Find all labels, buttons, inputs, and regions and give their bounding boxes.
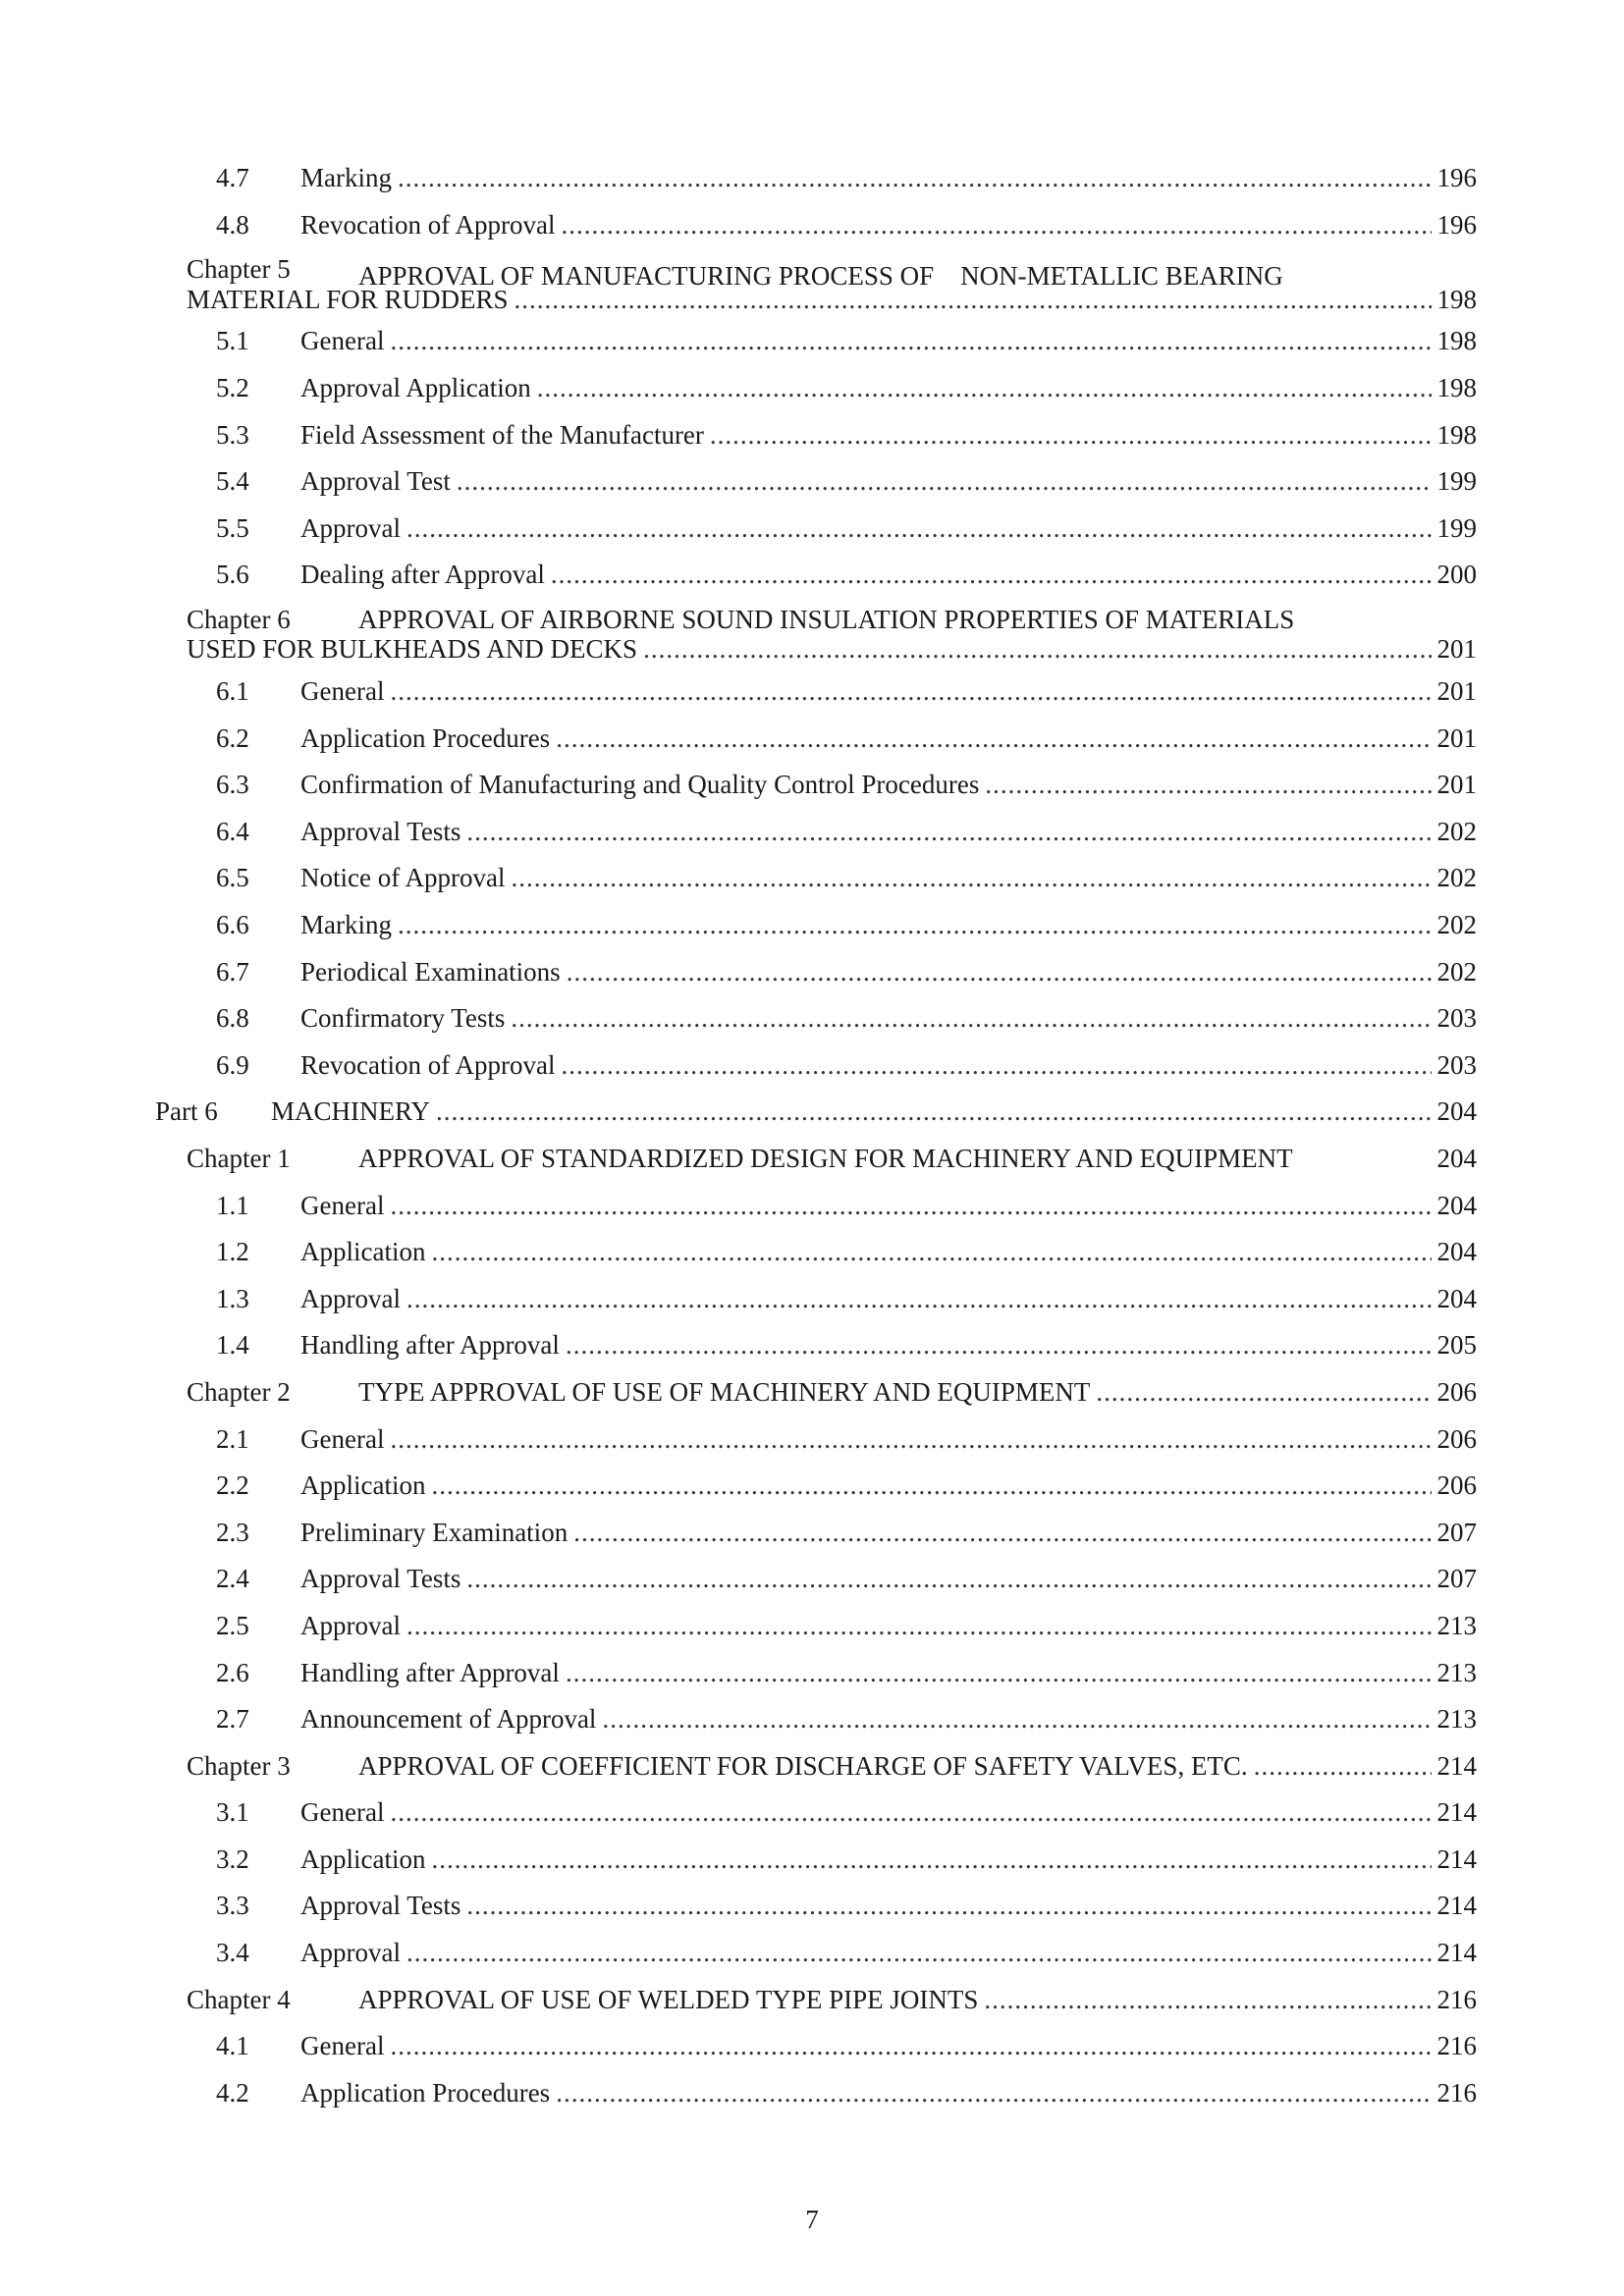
leader-dots [537,373,1432,403]
entry-text [300,1182,1477,1229]
entry-number: 4.2 [216,2077,249,2108]
toc-chapter-entry [0,1136,1624,1183]
toc-section-entry [0,202,1624,249]
leader-dots [1096,1377,1431,1408]
toc-entry-first-row [0,605,1624,634]
toc-section-entry [0,1229,1624,1276]
toc-section-entry [0,1275,1624,1322]
entry-text [300,1229,1477,1276]
leader-dots [561,1050,1431,1081]
entry-number: 6.5 [216,863,249,893]
entry-text [300,458,1477,506]
entry-text [300,202,1477,249]
entry-text [300,2070,1477,2117]
entry-text [300,1603,1477,1650]
entry-page-number: 214 [1436,1843,1477,1874]
entry-text [300,1275,1477,1322]
entry-title: General [300,676,385,707]
entry-number: 1.1 [216,1190,249,1220]
entry-number: 2.7 [216,1704,249,1735]
toc-chapter-entry [0,1976,1624,2023]
entry-number: Chapter 6 [187,604,291,634]
entry-page-number: 203 [1436,1049,1477,1080]
entry-title: Marking [300,910,392,940]
entry-page-number: 198 [1436,284,1477,314]
entry-page-number: 202 [1436,816,1477,846]
entry-page-number: 204 [1436,1237,1477,1267]
entry-text [300,1649,1477,1696]
entry-number: 2.2 [216,1470,249,1501]
entry-page-number: 202 [1436,956,1477,987]
leader-dots [390,676,1431,707]
entry-title: Approval Test [300,466,451,497]
entry-text [271,1089,1477,1136]
entry-number: Chapter 2 [187,1376,291,1407]
entry-page-number: 213 [1436,1610,1477,1640]
toc-section-entry [0,365,1624,412]
entry-page-number: 200 [1436,560,1477,590]
entry-text [300,365,1477,412]
entry-title: APPROVAL OF STANDARDIZED DESIGN FOR MACHINERY AND EQUIPMENT [358,1143,1293,1173]
entry-text [300,948,1477,995]
leader-dots [710,420,1432,451]
entry-title: Preliminary Examination [300,1517,568,1547]
entry-number: 2.1 [216,1423,249,1454]
toc-chapter-entry [0,1369,1624,1416]
toc-section-entry [0,1696,1624,1743]
entry-title: Approval Tests [300,1891,461,1921]
toc-section-entry [0,1042,1624,1090]
entry-page-number: 202 [1436,910,1477,940]
entry-page-number: 198 [1436,419,1477,450]
toc-section-entry [0,1182,1624,1229]
entry-title: MACHINERY [271,1096,431,1127]
entry-page-number: 203 [1436,1003,1477,1034]
toc-section-entry [0,995,1624,1042]
entry-number: Chapter 1 [187,1143,291,1173]
toc-section-entry [0,155,1624,202]
entry-text [300,411,1477,458]
entry-number: 6.4 [216,816,249,846]
leader-dots [398,163,1432,193]
entry-title: Dealing after Approval [300,560,545,590]
toc-section-entry [0,411,1624,458]
entry-title: General [300,326,385,356]
entry-title: APPROVAL OF COEFFICIENT FOR DISCHARGE OF SAFETY VALVES, ETC. [358,1750,1248,1781]
entry-page-number: 198 [1436,373,1477,403]
entry-text [300,855,1477,902]
entry-number: 2.5 [216,1610,249,1640]
entry-title: Handling after Approval [300,1330,560,1361]
entry-page-number: 201 [1436,634,1477,665]
entry-text [300,1837,1477,1884]
leader-dots [985,770,1431,800]
entry-number: 4.1 [216,2031,249,2061]
entry-text [358,1136,1477,1183]
entry-number: 3.1 [216,1797,249,1828]
toc-entry-second-row [187,634,1477,666]
entry-title: Application [300,1843,426,1874]
leader-dots [466,1891,1431,1921]
entry-page-number: 204 [1436,1096,1477,1127]
entry-title: Confirmatory Tests [300,1003,506,1034]
leader-dots [390,1191,1431,1221]
entry-title: General [300,1190,385,1220]
entry-number: 6.3 [216,770,249,800]
table-of-contents [0,155,1624,2116]
entry-page-number: 201 [1436,722,1477,753]
entry-page-number: 201 [1436,770,1477,800]
entry-title: Application [300,1237,426,1267]
entry-text [300,1509,1477,1556]
toc-section-entry [0,902,1624,949]
entry-number: 2.4 [216,1564,249,1594]
entry-text [300,1322,1477,1369]
entry-title: Approval [300,512,401,543]
toc-section-entry [0,1930,1624,1977]
entry-text [358,1976,1477,2023]
leader-dots [1254,1751,1432,1782]
entry-number: Chapter 5 [187,254,291,285]
leader-dots [511,863,1431,893]
entry-title: Approval [300,1283,401,1313]
entry-title: Application [300,1470,426,1501]
leader-dots [551,560,1432,590]
entry-title: Handling after Approval [300,1657,560,1687]
toc-section-entry [0,1837,1624,1884]
toc-section-entry [0,1509,1624,1556]
leader-dots [984,1985,1431,2015]
entry-page-number: 205 [1436,1330,1477,1361]
entry-number: 5.4 [216,466,249,497]
entry-title: Confirmation of Manufacturing and Quality Control Procedures [300,770,980,800]
leader-dots [556,2078,1431,2109]
entry-title: TYPE APPROVAL OF USE OF MACHINERY AND EQUIPMENT [358,1376,1091,1407]
entry-title: Revocation of Approval [300,1049,556,1080]
leader-dots [556,723,1431,754]
entry-text [300,2023,1477,2070]
entry-number: 6.8 [216,1003,249,1034]
entry-title: General [300,2031,385,2061]
entry-number: 3.3 [216,1891,249,1921]
entry-page-number: 204 [1436,1190,1477,1220]
entry-text [300,1696,1477,1743]
leader-dots [602,1704,1431,1735]
entry-text [300,1042,1477,1090]
toc-entry-second-row [187,284,1477,315]
entry-title: Application Procedures [300,722,551,753]
entry-page-number: 216 [1436,1984,1477,2014]
leader-dots [431,1470,1431,1501]
toc-chapter-entry [0,599,1624,668]
toc-section-entry [0,318,1624,365]
entry-title: Announcement of Approval [300,1704,597,1735]
toc-section-entry [0,668,1624,716]
entry-number: 2.6 [216,1657,249,1687]
entry-number: 6.9 [216,1049,249,1080]
entry-title: General [300,1423,385,1454]
entry-text [300,552,1477,599]
leader-dots [511,1003,1431,1034]
toc-section-entry [0,809,1624,856]
entry-number: 5.2 [216,373,249,403]
entry-text [300,715,1477,762]
leader-dots [398,910,1432,940]
entry-number: 6.7 [216,956,249,987]
entry-text [300,1556,1477,1603]
entry-title: Application Procedures [300,2077,551,2108]
entry-title: Field Assessment of the Manufacturer [300,419,704,450]
entry-number: 6.1 [216,676,249,707]
entry-text [300,762,1477,809]
entry-number: Part 6 [155,1096,218,1127]
toc-section-entry [0,2070,1624,2117]
entry-page-number: 206 [1436,1423,1477,1454]
entry-number: 2.3 [216,1517,249,1547]
entry-title-line-1: APPROVAL OF AIRBORNE SOUND INSULATION PROPERTIES OF MATERIALS [358,604,1295,634]
entry-title: General [300,1797,385,1828]
entry-title: Approval [300,1938,401,1968]
entry-text [300,318,1477,365]
toc-section-entry [0,762,1624,809]
entry-title: Periodical Examinations [300,956,561,987]
entry-page-number: 214 [1436,1797,1477,1828]
entry-number: 4.7 [216,163,249,193]
entry-number: 3.4 [216,1938,249,1968]
leader-dots [466,817,1431,847]
toc-section-entry [0,1322,1624,1369]
entry-title: APPROVAL OF USE OF WELDED TYPE PIPE JOINTS [358,1984,979,2014]
toc-entry-first-row [0,254,1624,292]
entry-title-line-2: USED FOR BULKHEADS AND DECKS [187,634,638,665]
toc-section-entry [0,1415,1624,1463]
toc-section-entry [0,2023,1624,2070]
toc-section-entry [0,1789,1624,1837]
leader-dots [466,1564,1431,1594]
leader-dots [390,1424,1431,1455]
entry-text [300,1789,1477,1837]
entry-page-number: 213 [1436,1704,1477,1735]
entry-number: 6.2 [216,722,249,753]
leader-dots [573,1518,1431,1548]
leader-dots [406,513,1432,544]
leader-dots [561,210,1431,240]
entry-number: 1.4 [216,1330,249,1361]
leader-dots [431,1844,1431,1875]
entry-title-line-1: APPROVAL OF MANUFACTURING PROCESS OF NON-METALLIC BEARING [358,261,1283,292]
entry-page-number: 213 [1436,1657,1477,1687]
entry-number: 4.8 [216,209,249,240]
entry-page-number: 196 [1436,163,1477,193]
entry-number: 3.2 [216,1843,249,1874]
entry-text [300,1930,1477,1977]
entry-text [300,995,1477,1042]
entry-number: 5.1 [216,326,249,356]
toc-section-entry [0,1603,1624,1650]
entry-page-number: 204 [1436,1283,1477,1313]
toc-section-entry [0,948,1624,995]
toc-chapter-entry [0,248,1624,318]
leader-dots [390,326,1431,356]
leader-dots [390,2031,1431,2061]
entry-title-line-2: MATERIAL FOR RUDDERS [187,284,509,314]
entry-text [358,1742,1477,1789]
entry-page-number: 207 [1436,1517,1477,1547]
entry-page-number: 204 [1436,1143,1477,1173]
entry-page-number: 214 [1436,1750,1477,1781]
entry-page-number: 214 [1436,1891,1477,1921]
leader-dots [457,466,1432,497]
entry-text [300,668,1477,716]
leader-dots [436,1096,1431,1127]
entry-title: Marking [300,163,392,193]
entry-page-number: 202 [1436,863,1477,893]
entry-title: Approval [300,1610,401,1640]
leader-dots [643,634,1431,665]
entry-number: 5.6 [216,560,249,590]
leader-dots [566,1658,1432,1688]
toc-section-entry [0,1463,1624,1510]
leader-dots [390,1797,1431,1828]
entry-page-number: 201 [1436,676,1477,707]
entry-number: 5.5 [216,512,249,543]
entry-text [300,809,1477,856]
leader-dots [567,957,1432,988]
entry-page-number: 216 [1436,2077,1477,2108]
entry-page-number: 196 [1436,209,1477,240]
toc-section-entry [0,855,1624,902]
leader-dots [566,1330,1432,1361]
entry-number: 5.3 [216,419,249,450]
entry-number: Chapter 3 [187,1750,291,1781]
toc-section-entry [0,552,1624,599]
entry-page-number: 198 [1436,326,1477,356]
entry-page-number: 206 [1436,1376,1477,1407]
entry-page-number: 216 [1436,2031,1477,2061]
entry-page-number: 207 [1436,1564,1477,1594]
toc-section-entry [0,458,1624,506]
toc-section-entry [0,715,1624,762]
entry-number: 1.2 [216,1237,249,1267]
entry-title: Approval Application [300,373,531,403]
entry-number: Chapter 4 [187,1984,291,2014]
entry-text [300,155,1477,202]
leader-dots [431,1237,1431,1267]
entry-text [300,1463,1477,1510]
entry-text [300,506,1477,553]
entry-page-number: 199 [1436,466,1477,497]
leader-dots [406,1284,1432,1314]
toc-section-entry [0,1556,1624,1603]
toc-chapter-entry [0,1742,1624,1789]
entry-text [300,1883,1477,1930]
entry-title: Notice of Approval [300,863,506,893]
entry-number: 1.3 [216,1283,249,1313]
entry-title: Approval Tests [300,816,461,846]
entry-title: Revocation of Approval [300,209,556,240]
page-number: 7 [805,2205,819,2234]
leader-dots [406,1611,1432,1641]
entry-text [358,1369,1477,1416]
entry-text [300,902,1477,949]
entry-page-number: 214 [1436,1938,1477,1968]
leader-dots [514,285,1432,315]
entry-page-number: 199 [1436,512,1477,543]
toc-part-entry [0,1089,1624,1136]
leader-dots [406,1938,1432,1968]
entry-page-number: 206 [1436,1470,1477,1501]
toc-section-entry [0,1883,1624,1930]
toc-section-entry [0,1649,1624,1696]
entry-number: 6.6 [216,910,249,940]
entry-text [300,1415,1477,1463]
entry-title: Approval Tests [300,1564,461,1594]
toc-section-entry [0,506,1624,553]
